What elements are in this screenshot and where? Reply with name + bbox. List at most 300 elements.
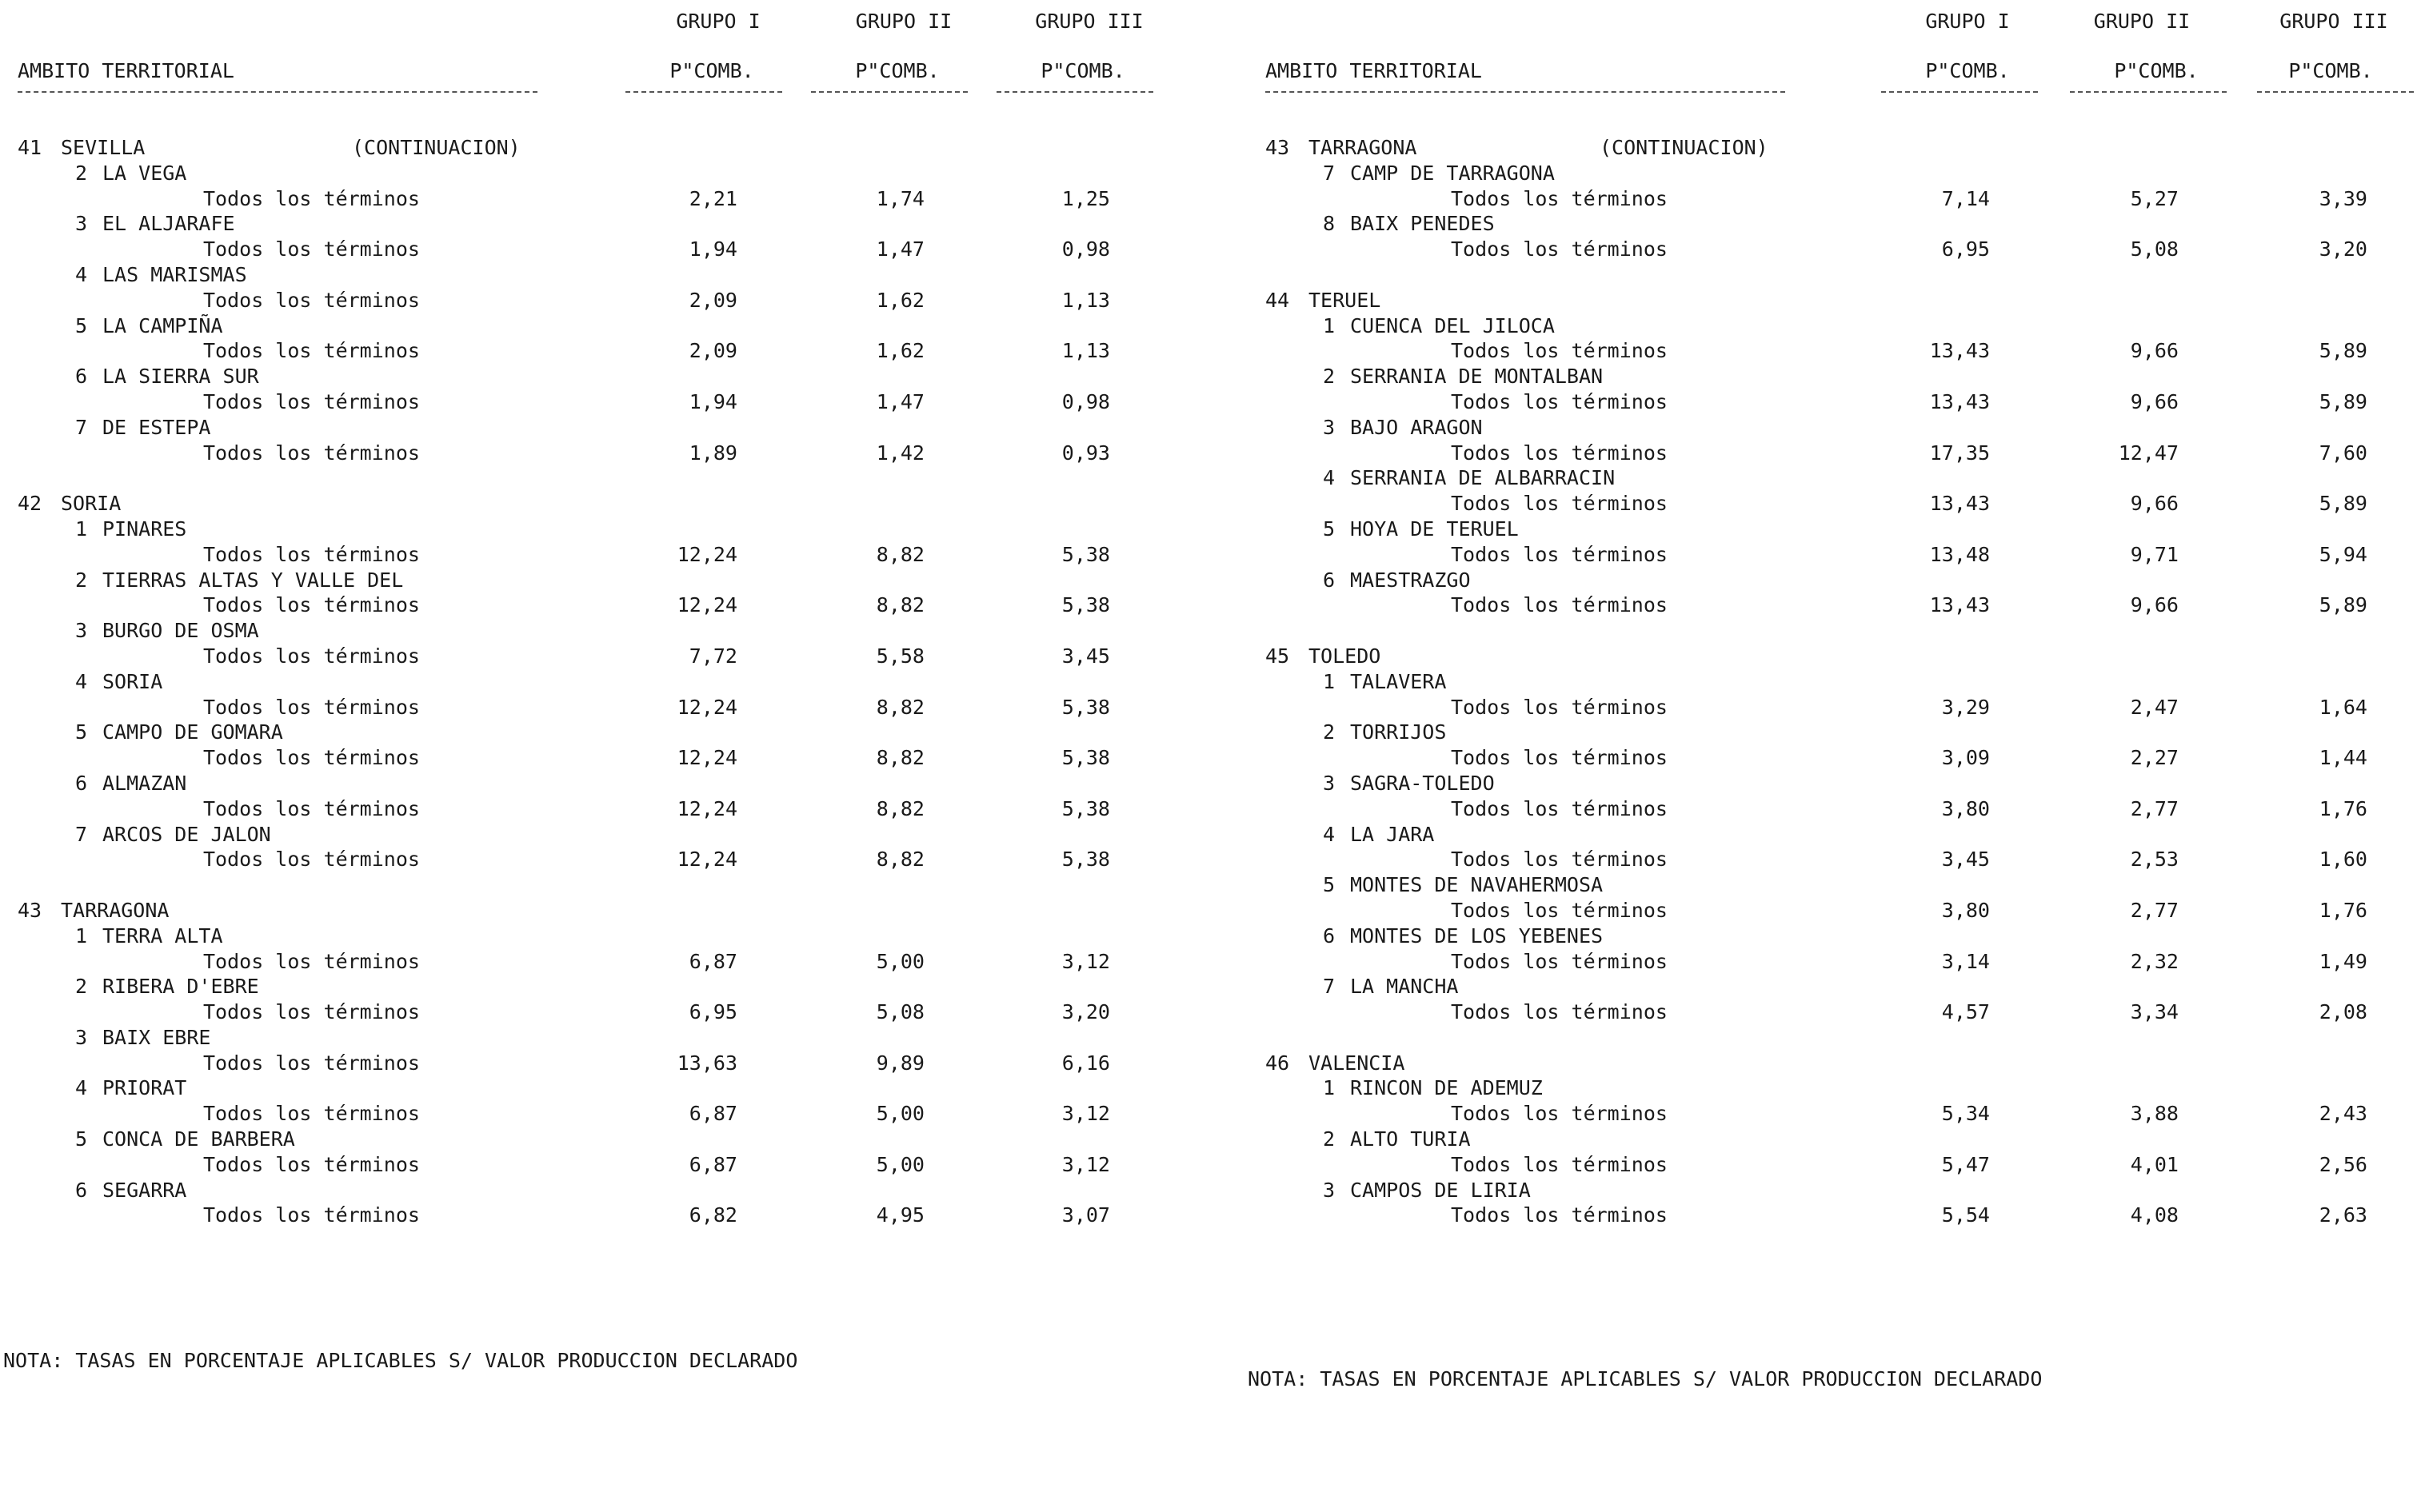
- table-row: [0, 339, 1176, 365]
- group-iii-value: 3,07: [1061, 1203, 1110, 1227]
- table-row: [1248, 797, 2417, 823]
- comarca-code: 1: [1323, 669, 1336, 693]
- table-row: [1248, 543, 2417, 568]
- table-row: [0, 746, 1176, 772]
- comarca-code: 7: [75, 415, 88, 439]
- group-ii-value: 2,32: [2130, 949, 2179, 973]
- province-code: 44: [1265, 288, 1290, 312]
- comarca-code: 5: [75, 1127, 88, 1151]
- group-i-value: 2,21: [689, 186, 737, 210]
- comarca-code: 4: [75, 1076, 88, 1100]
- pcomb-header: P"COMB.: [1925, 59, 2010, 82]
- group-i-value: 4,57: [1941, 1000, 1990, 1024]
- group-iii-value: 3,12: [1061, 1102, 1110, 1126]
- table-row: [1248, 492, 2417, 517]
- group-i-value: 6,95: [1941, 237, 1990, 261]
- group-iii-value: 1,76: [2319, 898, 2367, 922]
- comarca-row: [0, 619, 1176, 644]
- header-divider: [18, 91, 537, 93]
- comarca-name: SEGARRA: [102, 1178, 187, 1202]
- group-ii-value: 9,71: [2130, 542, 2179, 566]
- term-label: Todos los términos: [203, 339, 420, 363]
- group-i-value: 7,72: [689, 644, 737, 668]
- group-i-value: 13,48: [1929, 542, 1990, 566]
- group-i-value: 13,43: [1929, 339, 1990, 363]
- blank-row: [0, 466, 1176, 492]
- comarca-row: [1248, 823, 2417, 848]
- comarca-row: [0, 975, 1176, 1000]
- table-row: [0, 644, 1176, 670]
- group-iii-value: 5,38: [1061, 746, 1110, 770]
- comarca-row: [1248, 1179, 2417, 1204]
- comarca-name: SORIA: [102, 669, 163, 693]
- blank-row: [1248, 263, 2417, 289]
- group-i-value: 3,09: [1941, 746, 1990, 770]
- comarca-name: TERRA ALTA: [102, 924, 223, 947]
- comarca-name: RINCON DE ADEMUZ: [1350, 1076, 1543, 1100]
- group-ii-value: 8,82: [876, 542, 925, 566]
- comarca-row: [1248, 162, 2417, 187]
- group-ii-value: 5,00: [876, 949, 925, 973]
- province-name: TARRAGONA: [1308, 136, 1417, 159]
- comarca-row: [0, 212, 1176, 237]
- group-i-value: 12,24: [677, 593, 737, 617]
- group-ii-header: GRUPO II: [2093, 10, 2191, 33]
- group-ii-value: 5,00: [876, 1152, 925, 1176]
- table-row: [1248, 390, 2417, 416]
- group-iii-header: GRUPO III: [2279, 10, 2388, 33]
- province-row: [1248, 1051, 2417, 1077]
- comarca-row: [0, 1076, 1176, 1102]
- left-page: [0, 0, 1176, 1512]
- comarca-row: [0, 1179, 1176, 1204]
- group-ii-value: 9,89: [876, 1051, 925, 1075]
- comarca-row: [1248, 975, 2417, 1000]
- group-i-value: 13,63: [677, 1051, 737, 1075]
- comarca-name: LA JARA: [1350, 822, 1435, 846]
- table-row: [1248, 899, 2417, 924]
- table-row: [0, 1051, 1176, 1077]
- term-label: Todos los términos: [203, 1152, 420, 1176]
- table-row: [0, 289, 1176, 314]
- group-ii-value: 8,82: [876, 746, 925, 770]
- comarca-row: [0, 416, 1176, 441]
- group-ii-value: 1,42: [876, 441, 925, 465]
- table-row: [0, 950, 1176, 975]
- term-label: Todos los términos: [203, 389, 420, 413]
- comarca-name: PINARES: [102, 517, 187, 541]
- group-iii-value: 5,38: [1061, 848, 1110, 872]
- comarca-code: 2: [1323, 720, 1336, 744]
- province-name: TARRAGONA: [61, 898, 170, 922]
- group-i-value: 13,43: [1929, 593, 1990, 617]
- table-row: [0, 187, 1176, 213]
- group-iii-header: GRUPO III: [1035, 10, 1144, 33]
- group-i-value: 3,80: [1941, 796, 1990, 820]
- province-code: 43: [18, 898, 42, 922]
- group-ii-value: 5,58: [876, 644, 925, 668]
- header-divider: [625, 91, 782, 93]
- group-iii-value: 2,08: [2319, 1000, 2367, 1024]
- province-code: 41: [18, 136, 42, 159]
- comarca-name: TIERRAS ALTAS Y VALLE DEL: [102, 568, 404, 592]
- table-row: [0, 237, 1176, 263]
- group-iii-value: 5,38: [1061, 593, 1110, 617]
- group-i-value: 2,09: [689, 339, 737, 363]
- table-row: [1248, 848, 2417, 873]
- comarca-name: ALMAZAN: [102, 771, 187, 795]
- group-ii-value: 1,62: [876, 339, 925, 363]
- comarca-row: [0, 720, 1176, 746]
- comarca-name: BAIX PENEDES: [1350, 212, 1495, 236]
- group-iii-value: 5,38: [1061, 695, 1110, 719]
- table-row: [0, 696, 1176, 721]
- table-row: [1248, 1000, 2417, 1026]
- group-i-header: GRUPO I: [676, 10, 761, 33]
- comarca-row: [0, 772, 1176, 797]
- comarca-row: [1248, 517, 2417, 543]
- comarca-code: 7: [1323, 161, 1336, 185]
- comarca-code: 3: [1323, 1178, 1336, 1202]
- group-ii-header: GRUPO II: [855, 10, 953, 33]
- comarca-code: 3: [75, 1025, 88, 1049]
- table-header: [0, 0, 1176, 104]
- group-iii-value: 3,39: [2319, 186, 2367, 210]
- group-iii-value: 2,63: [2319, 1203, 2367, 1227]
- group-ii-value: 4,01: [2130, 1152, 2179, 1176]
- group-i-value: 2,09: [689, 288, 737, 312]
- group-ii-value: 3,34: [2130, 1000, 2179, 1024]
- term-label: Todos los términos: [203, 1102, 420, 1126]
- blank-row: [1248, 619, 2417, 644]
- comarca-code: 8: [1323, 212, 1336, 236]
- comarca-name: EL ALJARAFE: [102, 212, 235, 236]
- comarca-row: [1248, 416, 2417, 441]
- group-ii-value: 2,77: [2130, 796, 2179, 820]
- comarca-name: LA MANCHA: [1350, 975, 1459, 999]
- header-divider: [2070, 91, 2227, 93]
- group-i-value: 1,89: [689, 441, 737, 465]
- comarca-code: 5: [75, 313, 88, 337]
- group-i-value: 6,87: [689, 949, 737, 973]
- term-label: Todos los términos: [1451, 1152, 1668, 1176]
- comarca-name: PRIORAT: [102, 1076, 187, 1100]
- term-label: Todos los términos: [1451, 796, 1668, 820]
- pcomb-header: P"COMB.: [2114, 59, 2199, 82]
- group-i-value: 3,29: [1941, 695, 1990, 719]
- comarca-code: 2: [75, 975, 88, 999]
- comarca-name: DE ESTEPA: [102, 415, 211, 439]
- term-label: Todos los términos: [1451, 746, 1668, 770]
- comarca-code: 4: [1323, 466, 1336, 490]
- group-i-value: 5,34: [1941, 1102, 1990, 1126]
- group-i-value: 12,24: [677, 542, 737, 566]
- comarca-name: BAJO ARAGON: [1350, 415, 1483, 439]
- ambito-header: AMBITO TERRITORIAL: [1265, 59, 1482, 82]
- comarca-code: 1: [75, 924, 88, 947]
- group-i-value: 12,24: [677, 848, 737, 872]
- comarca-code: 6: [1323, 924, 1336, 947]
- group-iii-value: 1,44: [2319, 746, 2367, 770]
- group-i-value: 1,94: [689, 389, 737, 413]
- table-row: [1248, 696, 2417, 721]
- province-code: 46: [1265, 1051, 1290, 1075]
- term-label: Todos los términos: [203, 796, 420, 820]
- comarca-row: [1248, 772, 2417, 797]
- province-row: [0, 899, 1176, 924]
- continuation-note: (CONTINUACION): [352, 136, 521, 159]
- group-i-value: 5,47: [1941, 1152, 1990, 1176]
- table-row: [0, 1153, 1176, 1179]
- term-label: Todos los términos: [1451, 542, 1668, 566]
- comarca-row: [1248, 670, 2417, 696]
- comarca-code: 3: [75, 619, 88, 643]
- group-ii-value: 4,95: [876, 1203, 925, 1227]
- comarca-code: 2: [75, 161, 88, 185]
- group-ii-value: 1,74: [876, 186, 925, 210]
- table-row: [0, 848, 1176, 873]
- header-divider: [1881, 91, 2038, 93]
- comarca-code: 7: [75, 822, 88, 846]
- pcomb-header: P"COMB.: [855, 59, 940, 82]
- table-row: [1248, 187, 2417, 213]
- term-label: Todos los términos: [1451, 593, 1668, 617]
- comarca-code: 2: [75, 568, 88, 592]
- comarca-row: [0, 162, 1176, 187]
- comarca-row: [0, 1127, 1176, 1153]
- group-iii-value: 3,20: [2319, 237, 2367, 261]
- term-label: Todos los términos: [1451, 1000, 1668, 1024]
- comarca-row: [0, 263, 1176, 289]
- comarca-code: 1: [1323, 1076, 1336, 1100]
- comarca-row: [1248, 1127, 2417, 1153]
- term-label: Todos los términos: [203, 593, 420, 617]
- group-ii-value: 5,08: [2130, 237, 2179, 261]
- term-label: Todos los términos: [203, 186, 420, 210]
- comarca-row: [0, 823, 1176, 848]
- table-row: [0, 1000, 1176, 1026]
- province-code: 42: [18, 492, 42, 516]
- group-ii-value: 5,27: [2130, 186, 2179, 210]
- group-ii-value: 3,88: [2130, 1102, 2179, 1126]
- comarca-code: 1: [1323, 313, 1336, 337]
- comarca-row: [1248, 365, 2417, 390]
- footnote: NOTA: TASAS EN PORCENTAJE APLICABLES S/ VALOR PRODUCCION DECLARADO: [1248, 1367, 2043, 1390]
- comarca-row: [1248, 924, 2417, 950]
- group-iii-value: 1,60: [2319, 848, 2367, 872]
- comarca-name: SAGRA-TOLEDO: [1350, 771, 1495, 795]
- comarca-name: ALTO TURIA: [1350, 1127, 1471, 1151]
- term-label: Todos los términos: [203, 237, 420, 261]
- group-i-value: 6,87: [689, 1102, 737, 1126]
- comarca-code: 4: [75, 669, 88, 693]
- term-label: Todos los términos: [203, 848, 420, 872]
- group-ii-value: 2,27: [2130, 746, 2179, 770]
- province-name: SEVILLA: [61, 136, 146, 159]
- comarca-code: 6: [1323, 568, 1336, 592]
- group-i-value: 7,14: [1941, 186, 1990, 210]
- comarca-name: SERRANIA DE MONTALBAN: [1350, 365, 1604, 389]
- group-i-value: 6,82: [689, 1203, 737, 1227]
- province-name: SORIA: [61, 492, 122, 516]
- pcomb-header: P"COMB.: [1041, 59, 1125, 82]
- header-divider: [2257, 91, 2414, 93]
- comarca-name: MONTES DE NAVAHERMOSA: [1350, 873, 1604, 897]
- comarca-row: [0, 517, 1176, 543]
- group-ii-value: 2,77: [2130, 898, 2179, 922]
- table-row: [0, 797, 1176, 823]
- comarca-code: 6: [75, 365, 88, 389]
- table-row: [1248, 746, 2417, 772]
- comarca-name: LAS MARISMAS: [102, 262, 247, 286]
- group-ii-value: 5,00: [876, 1102, 925, 1126]
- group-iii-value: 1,25: [1061, 186, 1110, 210]
- term-label: Todos los términos: [1451, 898, 1668, 922]
- group-iii-value: 3,12: [1061, 1152, 1110, 1176]
- comarca-name: CAMPO DE GOMARA: [102, 720, 283, 744]
- term-label: Todos los términos: [1451, 1203, 1668, 1227]
- group-ii-value: 4,08: [2130, 1203, 2179, 1227]
- province-name: TERUEL: [1308, 288, 1381, 312]
- term-label: Todos los términos: [203, 1051, 420, 1075]
- comarca-code: 5: [1323, 873, 1336, 897]
- group-i-value: 17,35: [1929, 441, 1990, 465]
- group-iii-value: 1,13: [1061, 288, 1110, 312]
- term-label: Todos los términos: [203, 746, 420, 770]
- table-row: [1248, 950, 2417, 975]
- group-iii-value: 1,13: [1061, 339, 1110, 363]
- group-iii-value: 2,43: [2319, 1102, 2367, 1126]
- group-ii-value: 9,66: [2130, 339, 2179, 363]
- comarca-name: LA SIERRA SUR: [102, 365, 259, 389]
- comarca-row: [1248, 466, 2417, 492]
- comarca-row: [0, 365, 1176, 390]
- group-i-value: 12,24: [677, 796, 737, 820]
- group-iii-value: 7,60: [2319, 441, 2367, 465]
- group-i-value: 1,94: [689, 237, 737, 261]
- rows-list: [1248, 136, 2417, 1229]
- comarca-name: LA CAMPIÑA: [102, 313, 223, 337]
- term-label: Todos los términos: [1451, 389, 1668, 413]
- table-row: [1248, 593, 2417, 619]
- comarca-name: SERRANIA DE ALBARRACIN: [1350, 466, 1616, 490]
- group-i-value: 13,43: [1929, 492, 1990, 516]
- comarca-row: [1248, 720, 2417, 746]
- group-i-value: 3,14: [1941, 949, 1990, 973]
- comarca-name: RIBERA D'EBRE: [102, 975, 259, 999]
- group-ii-value: 8,82: [876, 593, 925, 617]
- group-ii-value: 9,66: [2130, 492, 2179, 516]
- table-header: [1248, 0, 2417, 104]
- group-ii-value: 2,47: [2130, 695, 2179, 719]
- comarca-code: 4: [1323, 822, 1336, 846]
- ambito-header: AMBITO TERRITORIAL: [18, 59, 234, 82]
- group-i-value: 3,45: [1941, 848, 1990, 872]
- group-iii-value: 5,89: [2319, 339, 2367, 363]
- group-i-value: 13,43: [1929, 389, 1990, 413]
- group-iii-value: 0,98: [1061, 389, 1110, 413]
- group-iii-value: 0,93: [1061, 441, 1110, 465]
- group-ii-value: 8,82: [876, 796, 925, 820]
- group-ii-value: 5,08: [876, 1000, 925, 1024]
- table-row: [1248, 1203, 2417, 1229]
- table-row: [1248, 1102, 2417, 1127]
- comarca-name: CUENCA DEL JILOCA: [1350, 313, 1555, 337]
- term-label: Todos los términos: [1451, 237, 1668, 261]
- comarca-row: [1248, 568, 2417, 594]
- province-name: TOLEDO: [1308, 644, 1381, 668]
- group-i-header: GRUPO I: [1925, 10, 2010, 33]
- province-row: [0, 492, 1176, 517]
- group-ii-value: 8,82: [876, 695, 925, 719]
- term-label: Todos los términos: [1451, 949, 1668, 973]
- term-label: Todos los términos: [1451, 186, 1668, 210]
- group-i-value: 3,80: [1941, 898, 1990, 922]
- comarca-code: 2: [1323, 365, 1336, 389]
- term-label: Todos los términos: [203, 441, 420, 465]
- pcomb-header: P"COMB.: [2288, 59, 2373, 82]
- group-iii-value: 1,76: [2319, 796, 2367, 820]
- group-i-value: 12,24: [677, 695, 737, 719]
- comarca-name: BAIX EBRE: [102, 1025, 211, 1049]
- group-ii-value: 2,53: [2130, 848, 2179, 872]
- group-i-value: 6,95: [689, 1000, 737, 1024]
- term-label: Todos los términos: [1451, 695, 1668, 719]
- comarca-name: TALAVERA: [1350, 669, 1447, 693]
- comarca-row: [1248, 212, 2417, 237]
- group-iii-value: 1,49: [2319, 949, 2367, 973]
- comarca-code: 4: [75, 262, 88, 286]
- group-i-value: 12,24: [677, 746, 737, 770]
- table-row: [1248, 339, 2417, 365]
- province-row: [0, 136, 1176, 162]
- group-iii-value: 5,38: [1061, 796, 1110, 820]
- comarca-code: 2: [1323, 1127, 1336, 1151]
- province-name: VALENCIA: [1308, 1051, 1405, 1075]
- table-row: [0, 593, 1176, 619]
- group-iii-value: 0,98: [1061, 237, 1110, 261]
- term-label: Todos los términos: [1451, 848, 1668, 872]
- blank-row: [0, 873, 1176, 899]
- group-i-value: 5,54: [1941, 1203, 1990, 1227]
- comarca-name: CAMP DE TARRAGONA: [1350, 161, 1555, 185]
- comarca-code: 3: [1323, 771, 1336, 795]
- group-ii-value: 1,62: [876, 288, 925, 312]
- group-iii-value: 5,89: [2319, 389, 2367, 413]
- comarca-name: CAMPOS DE LIRIA: [1350, 1178, 1531, 1202]
- province-row: [1248, 644, 2417, 670]
- comarca-code: 5: [1323, 517, 1336, 541]
- group-iii-value: 3,12: [1061, 949, 1110, 973]
- comarca-code: 6: [75, 771, 88, 795]
- table-row: [0, 1102, 1176, 1127]
- term-label: Todos los términos: [1451, 492, 1668, 516]
- group-ii-value: 1,47: [876, 389, 925, 413]
- comarca-row: [1248, 873, 2417, 899]
- header-divider: [997, 91, 1153, 93]
- group-iii-value: 5,89: [2319, 593, 2367, 617]
- footnote: NOTA: TASAS EN PORCENTAJE APLICABLES S/ VALOR PRODUCCION DECLARADO: [3, 1349, 798, 1372]
- province-row: [1248, 136, 2417, 162]
- comarca-name: CONCA DE BARBERA: [102, 1127, 295, 1151]
- comarca-code: 1: [75, 517, 88, 541]
- term-label: Todos los términos: [203, 1000, 420, 1024]
- term-label: Todos los términos: [1451, 339, 1668, 363]
- table-row: [1248, 441, 2417, 467]
- pcomb-header: P"COMB.: [669, 59, 754, 82]
- header-divider: [811, 91, 968, 93]
- group-iii-value: 3,20: [1061, 1000, 1110, 1024]
